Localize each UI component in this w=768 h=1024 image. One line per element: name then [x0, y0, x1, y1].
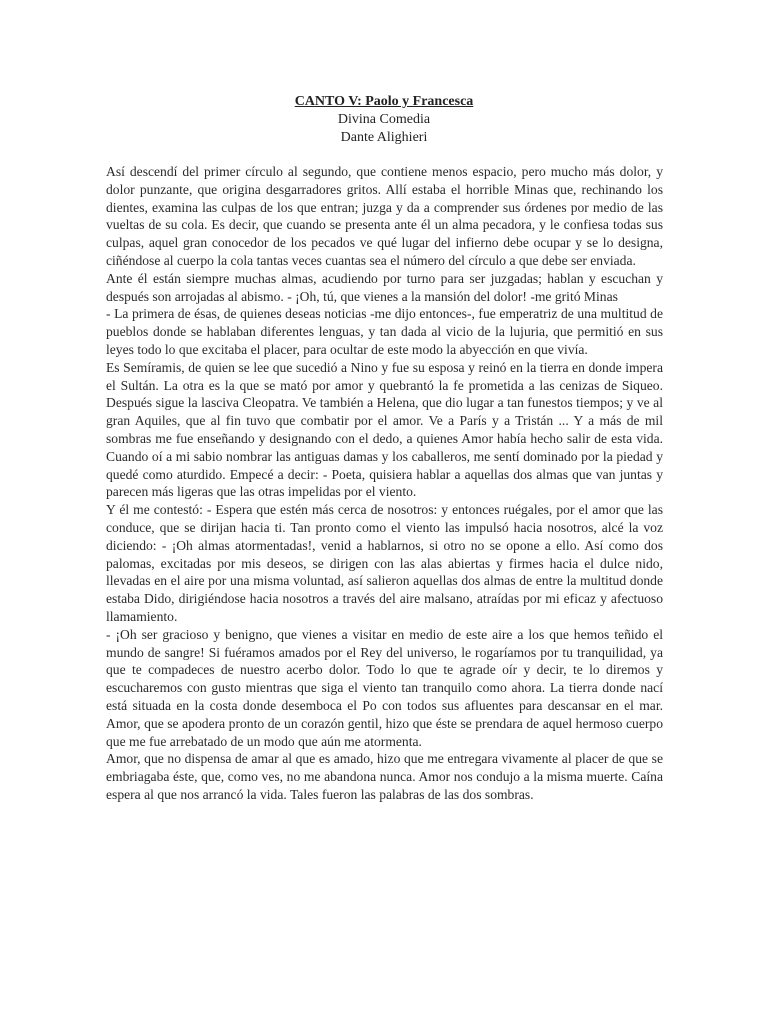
paragraph: Así descendí del primer círculo al segundo, que contiene menos espacio, pero mucho más dolor, y dolor punzante, que origina desgarradores gritos. Allí estaba el horrible Minas que, rechinando los dientes, examina las culpas de los que entran; juzga y da a comprender sus órdenes por medio de las vueltas de su cola. Es decir, que cuando se presenta ante él un alma pecadora, y le confiesa todas sus culpas, aquel gran conocedor de los pecados ve qué lugar del infierno debe ocupar y se lo designa, ciñéndose al cuerpo la cola tantas veces cuantas sea el número del círculo a que debe ser enviada. — [106, 164, 663, 268]
paragraph: Es Semíramis, de quien se lee que sucedió a Nino y fue su esposa y reinó en la tierra en donde impera el Sultán. La otra es la que se mató por amor y quebrantó la fe prometida a las cenizas de Siqueo. Después sigue la lasciva Cleopatra. Ve también a Helena, que dio lugar a tan funestos tiempos; y ve al gran Aquiles, que al fin tuvo que combatir por el amor. Ve a París y a Tristán ... Y a más de mil sombras me fue enseñando y designando con el dedo, a quienes Amor había hecho salir de esta vida. Cuando oí a mi sabio nombrar las antiguas damas y los caballeros, me sentí dominado por la piedad y quedé como aturdido. Empecé a decir: - Poeta, quisiera hablar a aquellas dos almas que van juntas y parecen más ligeras que las otras impelidas por el viento. — [106, 359, 663, 500]
paragraph: Y él me contestó: - Espera que estén más cerca de nosotros: y entonces ruégales, por el amor que las conduce, que se dirijan hacia ti. Tan pronto como el viento las impulsó hacia nosotros, alcé la voz diciendo: - ¡Oh almas atormentadas!, venid a hablarnos, si otro no se opone a ello. Así como dos palomas, excitadas por mis deseos, se dirigen con las alas abiertas y firmes hacia el dulce nido, llevadas en el aire por una misma voluntad, así salieron aquellas dos almas de entre la multitud donde estaba Dido, dirigiéndose hacia nosotros a través del aire malsano, atraídas por mi eficaz y afectuoso llamamiento. — [106, 502, 663, 624]
document-header — [0, 93, 768, 147]
paragraph: - ¡Oh ser gracioso y benigno, que vienes a visitar en medio de este aire a los que hemos teñido el mundo de sangre! Si fuéramos amados por el Rey del universo, le rogaríamos por tu tranquilidad, ya que te compadeces de nuestro acerbo dolor. Todo lo que te agrade oír y decir, te lo diremos y escucharemos con gusto mientras que siga el viento tan tranquilo como ahora. La tierra donde nací está situada en la costa donde desemboca el Po con todos sus afluentes para descansar en el mar. Amor, que se apodera pronto de un corazón gentil, hizo que éste se prendara de aquel hermoso cuerpo que me fue arrebatado de un modo que aún me atormenta. — [106, 626, 663, 749]
paragraph: - La primera de ésas, de quienes deseas noticias -me dijo entonces-, fue emperatriz de una multitud de pueblos donde se hablaban diferentes lenguas, y tan dada al vicio de la lujuria, que permitió en sus leyes todo lo que excitaba el placer, para ocultar de este modo la abyección en que vivía. — [106, 306, 663, 357]
paragraph: Ante él están siempre muchas almas, acudiendo por turno para ser juzgadas; hablan y escuchan y después son arrojadas al abismo. - ¡Oh, tú, que vienes a la mansión del dolor! -me gritó Minas — [106, 270, 663, 304]
page-title: CANTO V: Paolo y Francesca — [294, 94, 474, 109]
author-name: Dante Alighieri — [340, 130, 428, 145]
work-subtitle: Divina Comedia — [337, 112, 431, 127]
document-body — [106, 163, 663, 804]
paragraph: Amor, que no dispensa de amar al que es amado, hizo que me entregara vivamente al placer de que se embriagaba éste, que, como ves, no me abandona nunca. Amor nos condujo a la misma muerte. Caína espera al que nos arrancó la vida. Tales fueron las palabras de las dos sombras. — [106, 751, 663, 802]
